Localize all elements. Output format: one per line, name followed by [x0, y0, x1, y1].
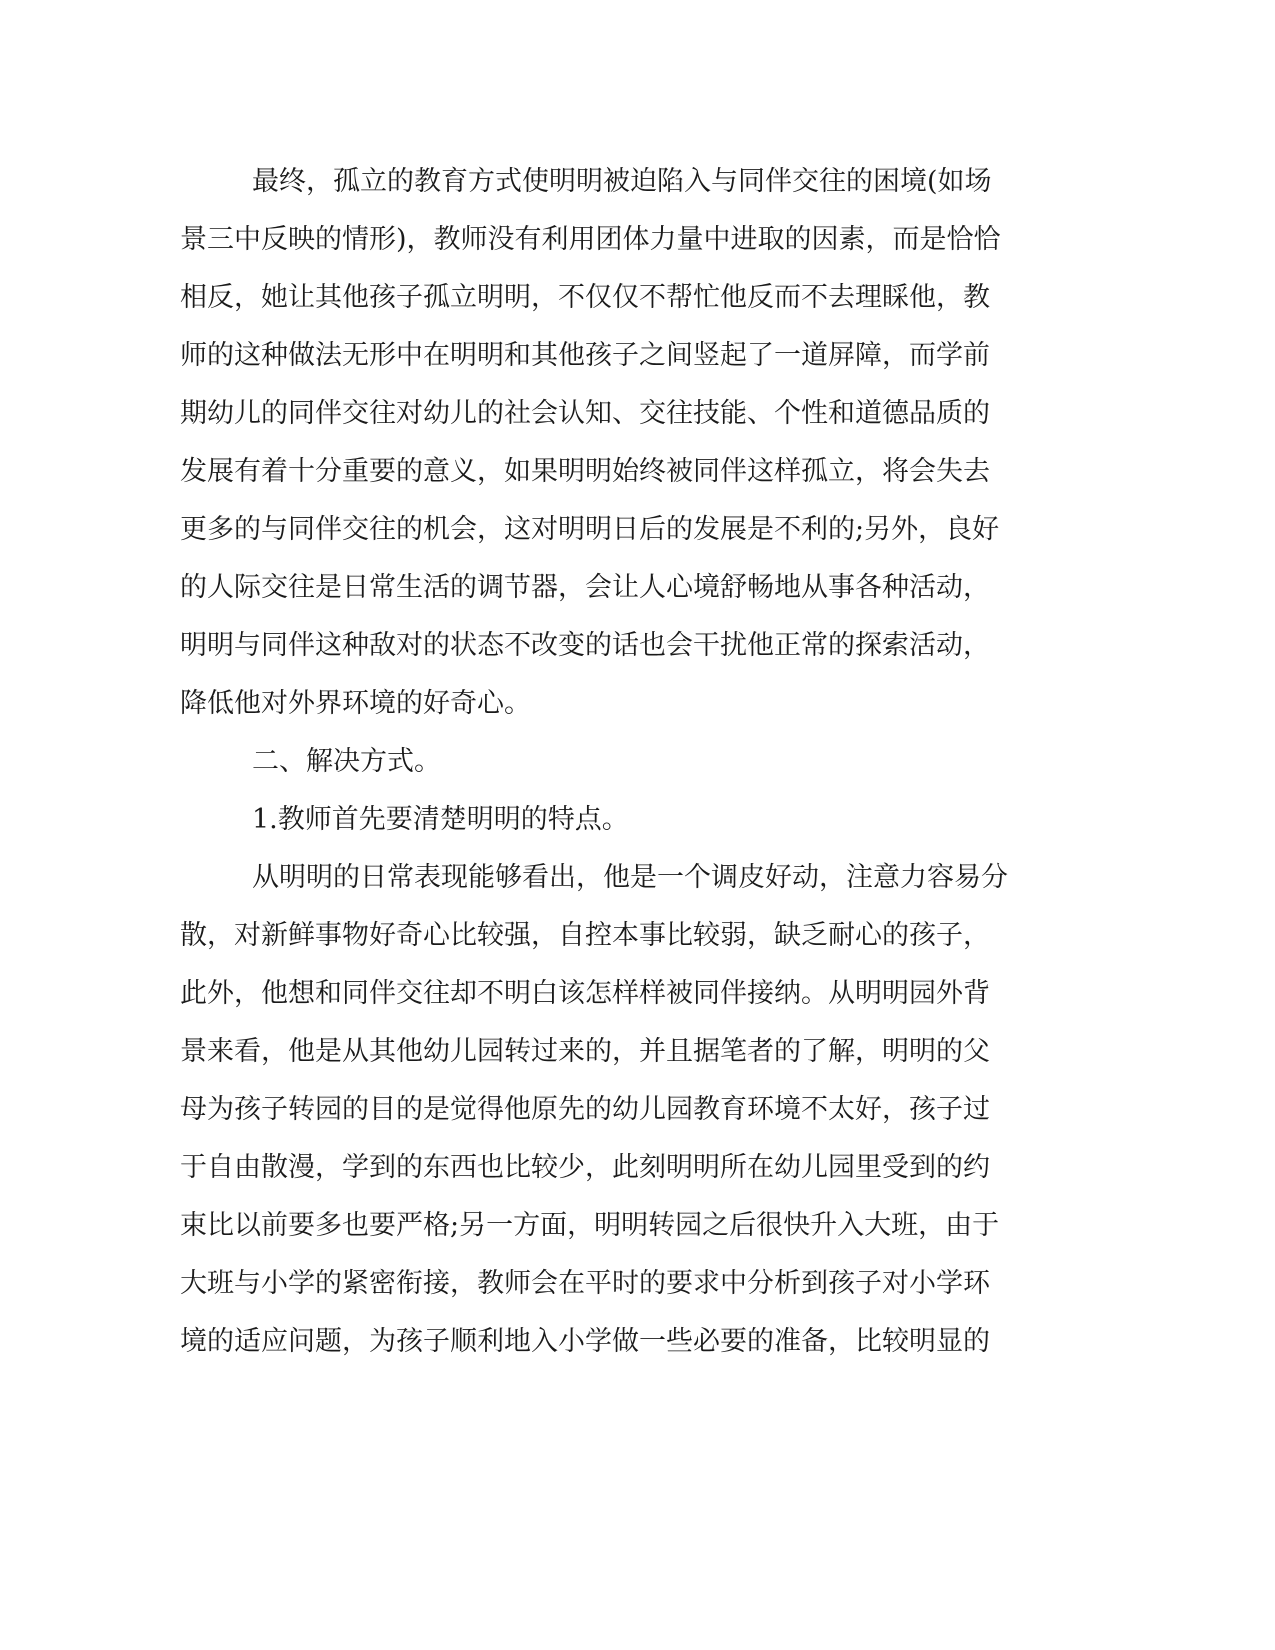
paragraph-1-line-5: 期幼儿的同伴交往对幼儿的社会认知、交往技能、个性和道德品质的	[180, 398, 990, 429]
paragraph-2-line-5: 母为孩子转园的目的是觉得他原先的幼儿园教育环境不太好，孩子过	[180, 1094, 990, 1125]
paragraph-1-line-10: 降低他对外界环境的好奇心。	[180, 688, 531, 719]
paragraph-2-line-9: 境的适应问题，为孩子顺利地入小学做一些必要的准备，比较明显的	[180, 1326, 990, 1357]
paragraph-1-line-3: 相反，她让其他孩子孤立明明，不仅仅不帮忙他反而不去理睬他，教	[180, 282, 990, 313]
paragraph-1-line-4: 师的这种做法无形中在明明和其他孩子之间竖起了一道屏障，而学前	[180, 340, 990, 371]
paragraph-2-line-2: 散，对新鲜事物好奇心比较强，自控本事比较弱，缺乏耐心的孩子，	[180, 920, 990, 951]
paragraph-1-line-8: 的人际交往是日常生活的调节器，会让人心境舒畅地从事各种活动，	[180, 572, 990, 603]
subsection-heading: 1.教师首先要清楚明明的特点。	[252, 804, 629, 835]
paragraph-2-line-1: 从明明的日常表现能够看出，他是一个调皮好动，注意力容易分	[252, 862, 1008, 893]
paragraph-1-line-7: 更多的与同伴交往的机会，这对明明日后的发展是不利的;另外，良好	[180, 514, 1000, 545]
paragraph-1-line-2: 景三中反映的情形)，教师没有利用团体力量中进取的因素，而是恰恰	[180, 224, 1001, 255]
paragraph-1-line-6: 发展有着十分重要的意义，如果明明始终被同伴这样孤立，将会失去	[180, 456, 990, 487]
paragraph-1-line-1: 最终，孤立的教育方式使明明被迫陷入与同伴交往的困境(如场	[252, 166, 992, 197]
section-heading: 二、解决方式。	[252, 746, 441, 777]
paragraph-2-line-4: 景来看，他是从其他幼儿园转过来的，并且据笔者的了解，明明的父	[180, 1036, 990, 1067]
paragraph-2-line-3: 此外，他想和同伴交往却不明白该怎样样被同伴接纳。从明明园外背	[180, 978, 990, 1009]
paragraph-2-line-8: 大班与小学的紧密衔接，教师会在平时的要求中分析到孩子对小学环	[180, 1268, 990, 1299]
paragraph-1-line-9: 明明与同伴这种敌对的状态不改变的话也会干扰他正常的探索活动，	[180, 630, 990, 661]
paragraph-2-line-7: 束比以前要多也要严格;另一方面，明明转园之后很快升入大班，由于	[180, 1210, 1000, 1241]
paragraph-2-line-6: 于自由散漫，学到的东西也比较少，此刻明明所在幼儿园里受到的约	[180, 1152, 990, 1183]
